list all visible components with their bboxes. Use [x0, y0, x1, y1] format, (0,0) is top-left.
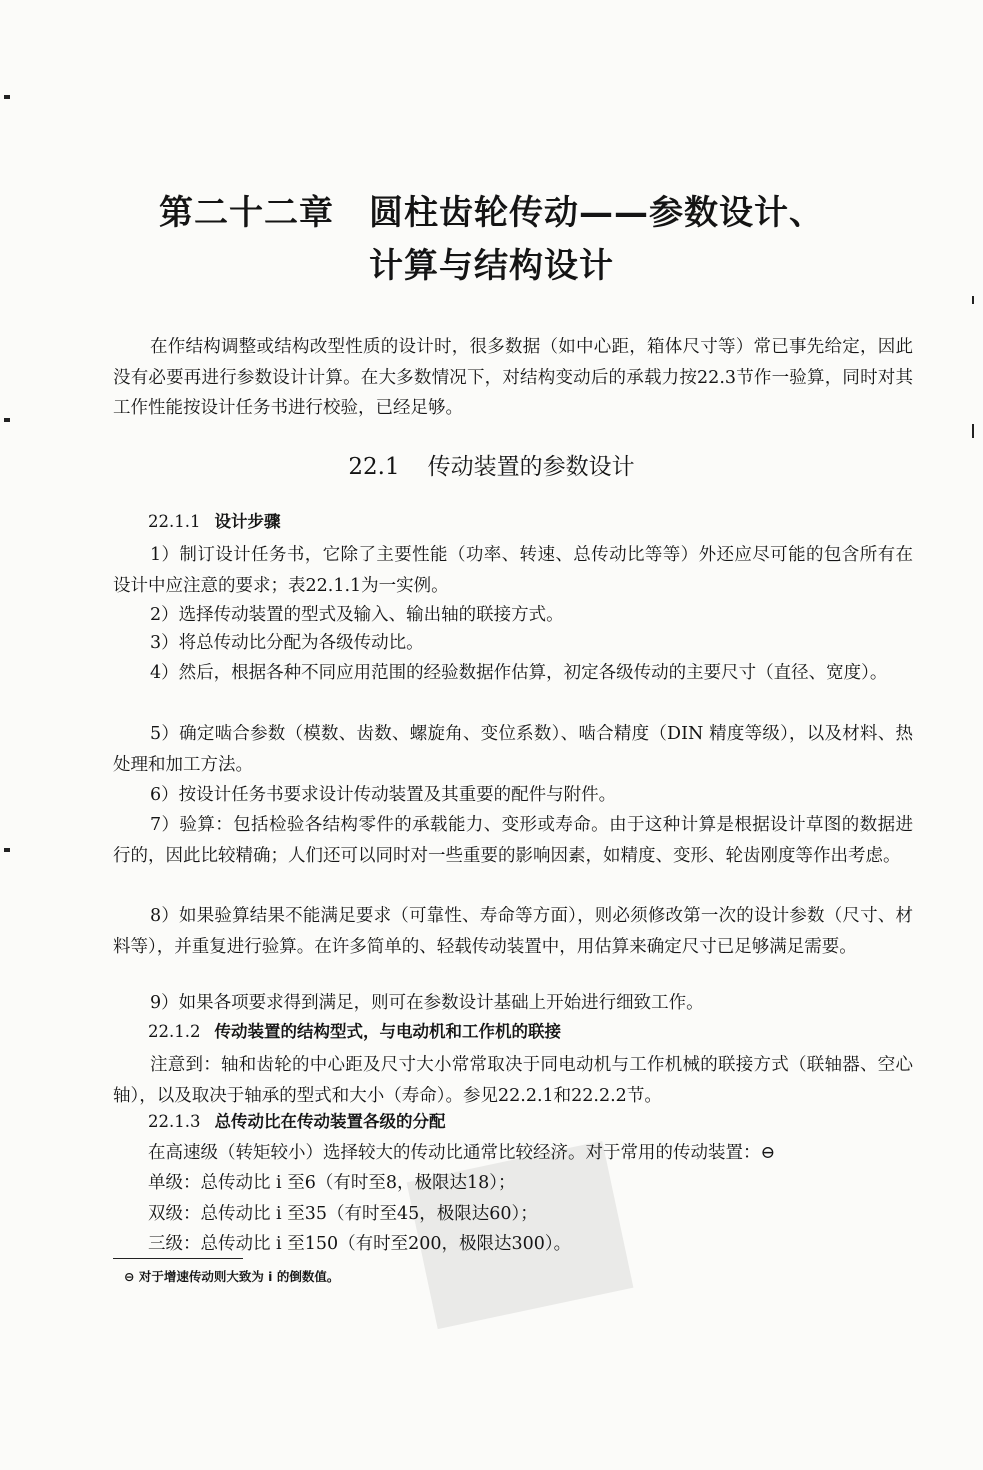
intro-paragraph: 在作结构调整或结构改型性质的设计时，很多数据（如中心距，箱体尺寸等）常已事先给定，因此没有必要再进行参数设计计算。在大多数情况下，对结构变动后的承载力按22.3节作一验算，同时对其工作性能按设计任务书进行校验，已经足够。 — [113, 337, 913, 418]
subsection-heading — [148, 1024, 561, 1041]
step-paragraph: 9）如果各项要求得到满足，则可在参数设计基础上开始进行细致工作。 — [150, 993, 704, 1013]
chapter-title-line2: 计算与结构设计 — [369, 246, 614, 286]
scan-speck — [4, 418, 10, 422]
ratio-triple-stage: 三级：总传动比 i 至150（有时至200，极限达300）。 — [148, 1234, 572, 1254]
scan-speck — [972, 424, 974, 438]
ratio-single-stage: 单级：总传动比 i 至6（有时至8，极限达18）； — [148, 1173, 516, 1193]
footnote-divider — [113, 1258, 243, 1259]
subsection-title: 设计步骤 — [214, 512, 281, 531]
subsection-title: 传动装置的结构型式，与电动机和工作机的联接 — [214, 1022, 561, 1041]
step-paragraph: 1）制订设计任务书，它除了主要性能（功率、转速、总传动比等等）外还应尽可能的包含所有在设计中应注意的要求；表22.1.1为一实例。 — [113, 545, 913, 596]
chapter-title-line1: 第二十二章 圆柱齿轮传动——参数设计、 — [159, 193, 824, 233]
step-paragraph: 5）确定啮合参数（模数、齿数、螺旋角、变位系数）、啮合精度（DIN 精度等级），以及材料、热处理和加工方法。 — [113, 724, 913, 775]
step-paragraph: 3）将总传动比分配为各级传动比。 — [150, 633, 424, 653]
ratio-intro: 在高速级（转矩较小）选择较大的传动比通常比较经济。对于常用的传动装置：⊖ — [148, 1143, 776, 1163]
section-heading — [0, 456, 983, 479]
step-paragraph: 7）验算：包括检验各结构零件的承载能力、变形或寿命。由于这种计算是根据设计草图的数据进行的，因此比较精确；人们还可以同时对一些重要的影响因素，如精度、变形、轮齿刚度等作出考虑。 — [113, 815, 913, 866]
subsection-heading — [148, 514, 280, 531]
scan-speck — [972, 296, 974, 304]
subsection-title: 总传动比在传动装置各级的分配 — [214, 1112, 446, 1131]
section-number: 22.1 — [348, 454, 400, 480]
subsection-number: 22.1.2 — [148, 1022, 201, 1041]
step-paragraph: 8）如果验算结果不能满足要求（可靠性、寿命等方面），则必须修改第一次的设计参数（尺寸、材料等），并重复进行验算。在许多简单的、轻载传动装置中，用估算来确定尺寸已足够满足需要。 — [113, 906, 913, 957]
footnote: ⊖ 对于增速传动则大致为 i 的倒数值。 — [124, 1269, 340, 1284]
subsection-heading — [148, 1114, 445, 1131]
scan-speck — [4, 848, 10, 852]
scan-speck — [4, 95, 10, 99]
subsection-number: 22.1.3 — [148, 1112, 201, 1131]
subsection-paragraph: 注意到：轴和齿轮的中心距及尺寸大小常常取决于同电动机与工作机械的联接方式（联轴器、空心轴），以及取决于轴承的型式和大小（寿命）。参见22.2.1和22.2.2节。 — [113, 1055, 913, 1106]
ratio-double-stage: 双级：总传动比 i 至35（有时至45，极限达60）； — [148, 1204, 538, 1224]
step-paragraph: 2）选择传动装置的型式及输入、输出轴的联接方式。 — [150, 605, 564, 625]
section-title: 传动装置的参数设计 — [427, 454, 635, 480]
step-paragraph: 6）按设计任务书要求设计传动装置及其重要的配件与附件。 — [150, 785, 617, 805]
step-paragraph: 4）然后，根据各种不同应用范围的经验数据作估算，初定各级传动的主要尺寸（直径、宽度）。 — [150, 663, 888, 683]
subsection-number: 22.1.1 — [148, 512, 201, 531]
